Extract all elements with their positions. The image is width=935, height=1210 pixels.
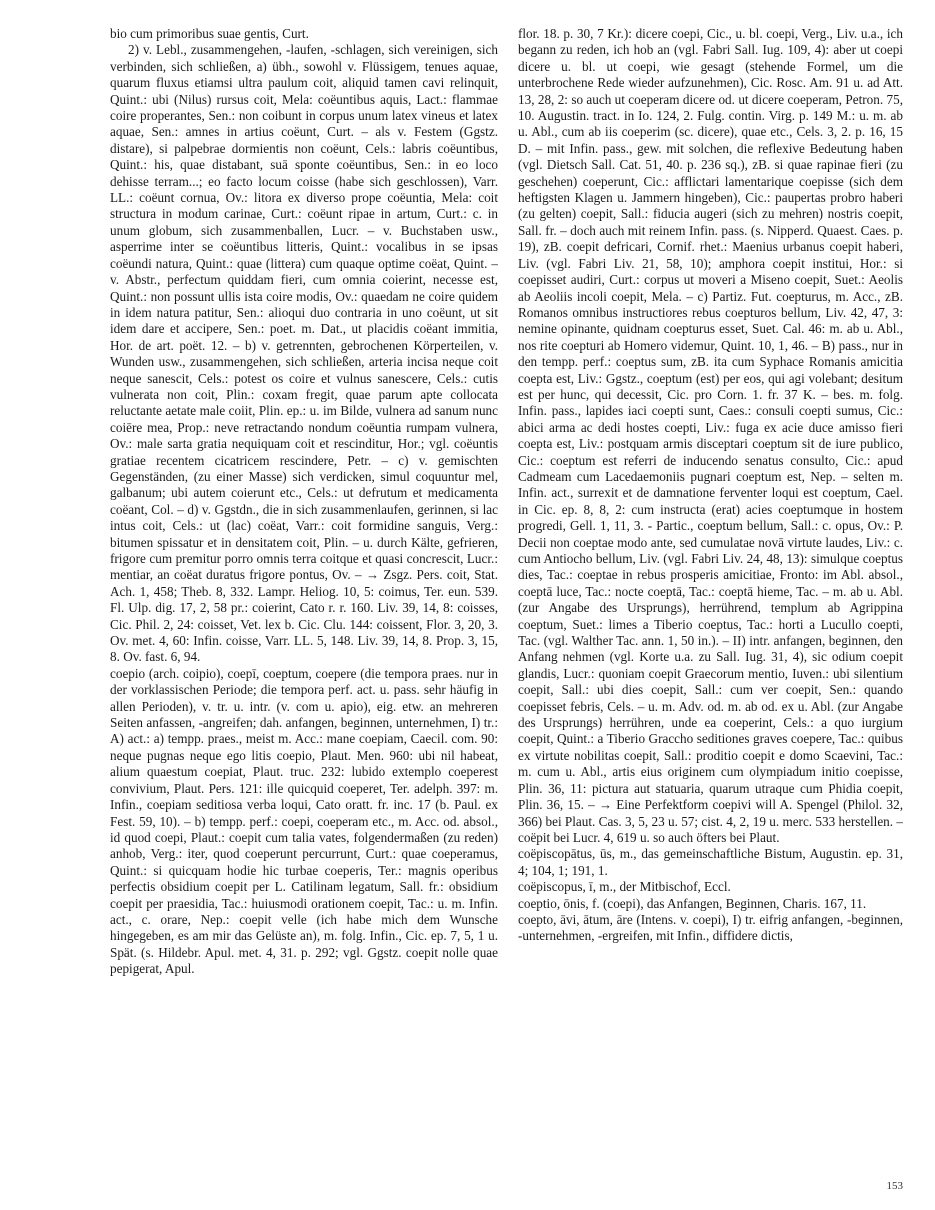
- right-paragraph-1: flor. 18. p. 30, 7 Kr.): dicere coepi, Cic., u. bl. coepi, Verg., Liv. u.a., ich begann zu reden, ich hob an (vgl. Fabri Sall. Iug. 109, 4): aber ut coepi dicere u. bl. ut coepi, wie gesagt (stehende Formel, um die unterbrochene Rede wieder aufzunehmen), Cic. Rosc. Am. 91 u. ad Att. 13, 28, 2: so auch ut coeperam dicere od. ut dicere coeperam, Petron. 75, 10. Augustin. tract. in Io. 124, 2. Fulg. contin. Virg. p. 149 M.: u. m. ab u. Abl., cum ab iis coeperim (sc. dicere), quae etc., Cels. 3, 2. p. 16, 15 D. – mit Infin. pass., gew. mit solchen, die reflexive Bedeutung haben (vgl. Dietsch Sall. Cat. 51, 40. p. 236 sq.), zB. si quae rapinae fieri (zu geschehen) coeperunt, Cic.: afflictari lamentarique coepisse (sich dem heftigsten Klagen u. Jammern hingeben), Cic.: paupertas probro haberi (zu gelten) coepit, Sall.: fiducia augeri (sich zu mehren) nostris coepit, Sall. fr. – doch auch mit reinem Infin. pass. (s. Nipperd. Quaest. Caes. p. 19), zB. coepit defricari, Cornif. rhet.: Maenius urbanus coepit haberi, Liv. (vgl. Fabri Liv. 21, 58, 10); amphora coepit institui, Hor.: si coepisset audiri, Curt.: corpus ut moveri a Miseno coepit, Suet.: Aeolis ab Aeoliis incoli coepit, Mela. – c) Partiz. Fut. coepturus, m. Acc., zB. Romanos omnibus instructiores rebus coepturos bellum, Liv. 42, 47, 3: nemine opinante, quidnam coepturus esset, Suet. Cal. 46: m. ab u. Abl., nos rite coepturi ab Homero videmur, Quint. 10, 1, 46. – B) pass., nur in den tempp. perf.: coeptus sum, zB. ita cum Syphace Romanis amicitia coepta est, Liv.: Ggstz., coeptum (est) per eos, qui agi volebant; desitum est per hunc, qui decessit, Cic. pro Corn. 1. fr. 37 K. – bes. m. folg. Infin. pass., lapides iaci coepti sunt, Caes.: consuli coepti sumus, Cic.: abici arma ac dedi hostes coepti, Liv.: fuga ex acie duce amisso fieri coepta est, Liv.: postquam armis disceptari coeptum sit de iure publico, Cic.: coeptum est referri de inducendo senatus consulto, Cic.: apud Cadmeam cum Lacedaemoniis pugnari coeptum est, Nep. – selten m. Infin. act., surrexit et de damnatione ferventer loqui est coeptum, Cael. in Cic. ep. 8, 8, 2: cum instructa (erat) acies coeptumque in hostem progredi, Gell. 1, 11, 3. - Partic., coeptum bellum, Sall.: c. opus, Ov.: P. Decii non coeptae modo ante, sed cumulatae novā virtute laudes, Liv.: c. cum Antiocho bellum, Liv. (vgl. Fabri Liv. 24, 48, 13): simulque coeptus dies, Tac.: coeptae in rebus prosperis amicitiae, Fronto: im Abl. absol., coeptā luce, Tac.: nocte coeptā, Tac.: coeptā hieme, Tac. – m. ab u. Abl. (zur Angabe des Ursprungs), herrührend, templum ab Agrippina coeptum, Suet.: limes a Tiberio coeptus, Tac.: horti a Lucullo coepti, Tac. (vgl. Walther Tac. ann. 1, 50 in.). – II) intr. anfangen, beginnen, den Anfang nehmen (vgl. Korte u.a. zu Sall. Iug. 31, 4), sic odium coepit glandis, Lucr.: quoniam coepit Graecorum mentio, Iuven.: ubi silentium coepit, Sall.: ubi dies coepit, Sall.: cum ver coepit, Sen.: quando coepisset febris, Cels. – u. m. Adv. od. m. ab od. ex u. Abl. (zur Angabe des Ursprungs) herrühren, unde ea coeperint, Cels.: a quo iurgium coepit, Quint.: a Tiberio Graccho seditiones graves coepere, Tac.: quibus ex virtute nobilitas coepit, Sall.: proditio coepit e domo Scaevini, Tac.: m. cum u. Abl., artis eius originem cum olympiadum initio coepisse, Plin. 36, 11: pictura aut statuaria, quarum utraque cum Phidia coepit, Plin. 36, 15. – → Eine Perfektform coepivi will A. Spengel (Philol. 32, 366) bei Plaut. Cas. 3, 5, 23 u. 57; cist. 4, 2, 19 u. merc. 533 herstellen. – coëpit bei Lucr. 4, 619 u. so auch öfters bei Plaut.: [518, 26, 903, 845]
- entry-coepiscopatus: coëpiscopātus, ūs, m., das gemeinschaftliche Bistum, Augustin. ep. 31, 4; 104, 1; 191, 1.: [518, 846, 903, 878]
- page-number: 153: [886, 1180, 903, 1192]
- entry-coeptio: coeptio, ōnis, f. (coepi), das Anfangen, Beginnen, Charis. 167, 11.: [518, 895, 867, 911]
- left-column: [110, 26, 498, 1161]
- left-paragraph-3-coepio: coepio (arch. coipio), coepī, coeptum, coepere (die tempora praes. nur in der vorklassischen Periode; die tempora perf. act. u. pass. sehr häufig in allen Perioden), v. tr. u. intr. (v. com u. apio), eig. etw. an mehreren Seiten anfassen, -angreifen; dah. anfangen, beginnen, unternehmen, I) tr.: A) act.: a) tempp. praes., meist m. Acc.: mane coepiam, Caecil. com. 90: neque pugnas neque ego litis coepio, Plaut. Men. 960: ubi nil habeat, alium quaestum coepiat, Plaut. truc. 232: lubido extemplo coeperest convivium, Plaut. Pers. 121: ille quicquid coeperet, Ter. adelph. 397: m. Infin., coepiam seditiosa verba loqui, Cato oratt. fr. inc. 17 (b. Paul. ex Fest. 59, 10). – b) tempp. perf.: coepi, coeperam etc., m. Acc. od. absol., id quod coepi, Plaut.: coepit cum talia vates, folgendermaßen (zu reden) anhob, Verg.: iter, quod coeperunt percurrunt, Curt.: quae coeperamus, Quint.: si quicquam hodie hic turbae coeperis, Ter.: magnis operibus perfectis obsidium coepit per L. Catilinam legatum, Sall. fr.: obsidium coepit per praesidia, Tac.: huiusmodi orationem coepit, Tac.: u. m. Infin. act., c. orare, Nep.: coepit velle (ich habe mich dem Wunsche hingegeben, es am mir das Gelüste an), m. folg. Infin., Cic. ep. 7, 5, 1 u. Spät. (s. Hildebr. Apul. met. 4, 31. p. 292; vgl. Ggstz. coepit nolle quae pepigerat, Apul.: [110, 665, 498, 977]
- left-paragraph-2: 2) v. Lebl., zusammengehen, -laufen, -schlagen, sich vereinigen, sich verbinden, sich schließen, a) übh., sowohl v. Flüssigem, tenues aquae, quarum fluxus etiamsi ultra paulum coit, aliquid tamen cavi relinquit, Quint.: ubi (Nilus) rursus coit, Mela: coëuntibus aquis, Lact.: flammae coire properantes, Sen.: non coibunt in corpus unum latex vineus et latex aquae, Sen.: amnes in artius coëunt, Curt. – als v. Festem (Ggstz. distare), si palpebrae dormientis non coëunt, Cels.: labris coëuntibus, Quint.: his, quae distabant, suā sponte coëuntibus, Sen.: in eo loco dehisse terram...; eo facto locum coisse (habe sich geschlossen), Varr. LL.: coëunt cornua, Ov.: litora ex diverso prope coëuntia, Mela: coit structura in modum carinae, Curt.: coëunt ripae in artum, Curt.: c. in unum globum, sich zusammenballen, Lucr. – v. Buchstaben usw., asperrime inter se coëuntibus litteris, Quint.: vocalibus in se ipsas coëundi natura, Quint.: quae (littera) cum quaque optime coëat, Quint. – v. Abstr., perfectum quiddam fieri, cum omnia coierint, necesse est, Quint.: non possunt ullis ista coire modis, Ov.: quaedam ne coire quidem in idem natura patitur, Sen.: alioqui duo contraria in uno coëunt, ut sit idem dare et accipere, Sen.: poet. m. Dat., ut placidis coëant immitia, Hor. de art. poët. 12. – b) v. getrennten, gebrochenen Körperteilen, v. Wunden usw., zusammengehen, sich schließen, arteria incisa neque coit neque sanescit, Cels.: potest os coire et vulnus sanescere, Cels.: cutis vulnerata non coit, Plin.: coxam fregit, quae parum apte collocata reluctante aetate male coiit, Plin. ep.: u. im Bilde, vulnera ad sanum nunc coiēre mea, Prop.: neve retractando nondum coëuntia rumpam vulnera, Ov.: male sarta gratia nequiquam coit et rescinditur, Hor.; vgl. coëuntis gratiae recentem cicatricem rescindere, Petr. – c) v. gemischten Gegenständen, (zu einer Masse) sich verdicken, simul coquuntur mel, galbanum; ubi autem coierunt etc., Cels.: ut defrutum et medicamenta coëant, Col. – d) v. Ggstdn., die in sich zusammenlaufen, gerinnen, si lac intus coit, Cels.: ut (lac) coëat, Varr.: coit formidine sanguis, Verg.: bitumen spissatur et in densitatem coit, Plin. – u. durch Kälte, gefrieren, frigore cum premitur porro omnis terra coitque et quasi concrescit, Lucr.: mentiar, an coëat duratus frigore pontus, Ov. – → Zsgz. Pers. coit, Stat. Ach. 1, 458; Theb. 8, 332. Lampr. Heliog. 10, 5: coimus, Ter. eun. 539. Fl. Ulp. dig. 17, 2, 58 pr.: coierint, Cato r. r. 160. Liv. 39, 14, 8: coisses, Cic. Phil. 2, 24: coisset, Vet. lex b. Cic. Clu. 144: coissent, Flor. 3, 20, 3. Ov. met. 4, 60: Infin. coisse, Varr. LL. 5, 148. Liv. 39, 14, 8. Prop. 3, 15, 8. Ov. fast. 6, 94.: [110, 42, 498, 665]
- left-paragraph-1: bio cum primoribus suae gentis, Curt.: [110, 26, 309, 41]
- entry-coepto: coepto, āvi, ātum, āre (Intens. v. coepi), I) tr. eifrig anfangen, -beginnen, -unternehmen, -ergreifen, mit Infin., diffidere dictis,: [518, 911, 903, 944]
- entry-coepiscopus: coëpiscopus, ī, m., der Mitbischof, Eccl.: [518, 879, 731, 895]
- right-column: [518, 26, 903, 1161]
